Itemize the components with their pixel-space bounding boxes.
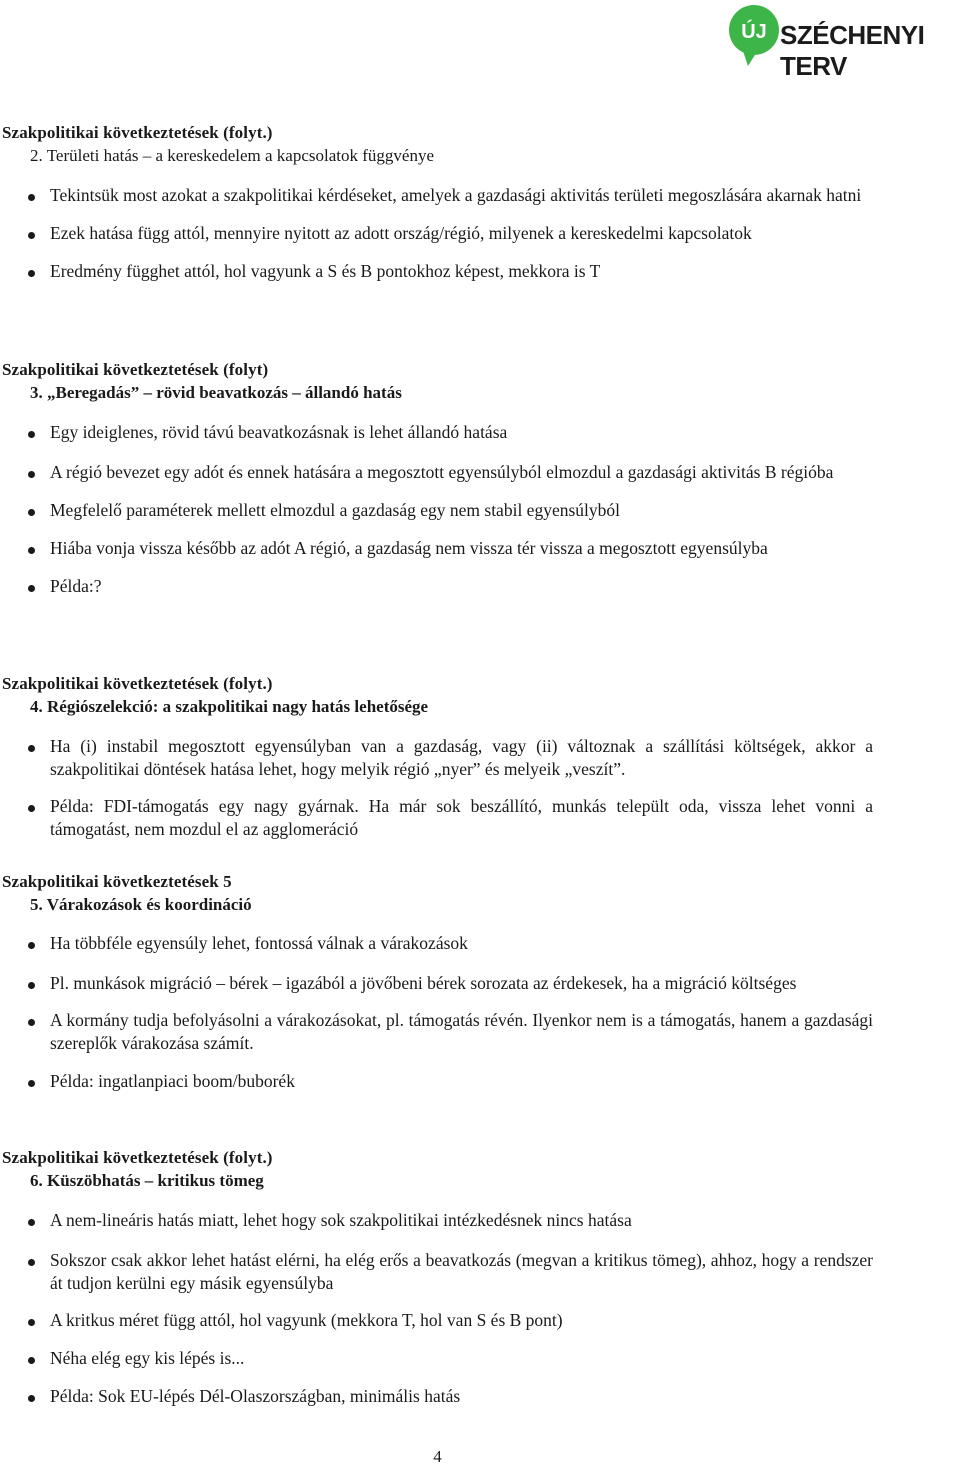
uj-badge-icon: [728, 4, 784, 76]
section-heading: Régiószelekció: a szakpolitikai nagy hatás lehetősége: [47, 697, 429, 716]
section-subtitle: [30, 893, 880, 916]
list-item: Sokszor csak akkor lehet hatást elérni, ha elég erős a beavatkozás (megvan a kritikus tömeg), ahhoz, hogy a rendszer át tudjon kerülni egy másik egyensúlyba: [0, 1249, 873, 1295]
section-title: Szakpolitikai következtetések 5: [2, 872, 232, 891]
list-item: Egy ideiglenes, rövid távú beavatkozásnak is lehet állandó hatása: [0, 421, 873, 444]
section-title: Szakpolitikai következtetések (folyt.): [2, 123, 273, 142]
section-2: [0, 121, 880, 283]
section-4: [0, 672, 880, 841]
bullet-list: [0, 1209, 880, 1408]
szechenyi-terv-logo: [728, 4, 956, 81]
bullet-list: [0, 932, 880, 1093]
section-number: 4.: [30, 697, 43, 716]
section-number: 6.: [30, 1171, 43, 1190]
bullet-list: [0, 421, 880, 598]
section-3: [0, 358, 880, 598]
section-heading: Várakozások és koordináció: [46, 895, 252, 914]
list-item: A kritkus méret függ attól, hol vagyunk (mekkora T, hol van S és B pont): [0, 1309, 873, 1332]
section-heading: Küszöbhatás – kritikus tömeg: [47, 1171, 264, 1190]
bullet-list: [0, 735, 880, 841]
list-item: Ezek hatása függ attól, mennyire nyitott az adott ország/régió, milyenek a kereskedelmi kapcsolatok: [0, 222, 873, 245]
list-item: A kormány tudja befolyásolni a várakozásokat, pl. támogatás révén. Ilyenkor nem is a támogatás, hanem a gazdasági szereplők várakozása számít.: [0, 1009, 873, 1055]
list-item: Példa: ingatlanpiaci boom/buborék: [0, 1070, 873, 1093]
list-item: A nem-lineáris hatás miatt, lehet hogy sok szakpolitikai intézkedésnek nincs hatása: [0, 1209, 873, 1232]
section-subtitle: [30, 1169, 880, 1192]
list-item: Példa: FDI-támogatás egy nagy gyárnak. Ha már sok beszállító, munkás települt oda, vissza lehet vonni a támogatást, nem mozdul el az agglomeráció: [0, 795, 873, 841]
list-item: Ha többféle egyensúly lehet, fontossá válnak a várakozások: [0, 932, 873, 955]
list-item: Tekintsük most azokat a szakpolitikai kérdéseket, amelyek a gazdasági aktivitás területi megoszlására akarnak hatni: [0, 184, 873, 207]
section-title: Szakpolitikai következtetések (folyt.): [2, 1148, 273, 1167]
list-item: Példa:?: [0, 575, 873, 598]
list-item: Ha (i) instabil megosztott egyensúlyban van a gazdaság, vagy (ii) változnak a szállítási költségek, akkor a szakpolitikai döntések hatása lehet, hogy melyik régió „nyer” és melyeik „veszít”.: [0, 735, 873, 781]
section-subtitle: [30, 695, 880, 718]
list-item: A régió bevezet egy adót és ennek hatására a megosztott egyensúlyból elmozdul a gazdasági aktivitás B régióba: [0, 461, 873, 484]
section-heading: Területi hatás – a kereskedelem a kapcsolatok függvénye: [46, 146, 434, 165]
list-item: Néha elég egy kis lépés is...: [0, 1347, 873, 1370]
list-item: Hiába vonja vissza később az adót A régió, a gazdaság nem vissza tér vissza a megosztott egyensúlyba: [0, 537, 873, 560]
section-6: [0, 1146, 880, 1408]
section-number: 5.: [30, 895, 43, 914]
section-heading: „Beregadás” – rövid beavatkozás – állandó hatás: [47, 383, 402, 402]
section-subtitle: [30, 144, 880, 167]
section-number: 3.: [30, 383, 43, 402]
section-number: 2.: [30, 146, 43, 165]
list-item: Pl. munkások migráció – bérek – igazából a jövőbeni bérek sorozata az érdekesek, ha a migráció költséges: [0, 972, 873, 995]
page-number: 4: [433, 1447, 442, 1466]
list-item: Példa: Sok EU-lépés Dél-Olaszországban, minimális hatás: [0, 1385, 873, 1408]
section-subtitle: [30, 381, 880, 404]
list-item: Megfelelő paraméterek mellett elmozdul a gazdaság egy nem stabil egyensúlyból: [0, 499, 873, 522]
logo-wordmark: SZÉCHENYI TERV: [780, 20, 925, 81]
section-title: Szakpolitikai következtetések (folyt.): [2, 674, 273, 693]
bullet-list: [0, 184, 880, 283]
section-5: [0, 870, 880, 1093]
section-title: Szakpolitikai következtetések (folyt): [2, 360, 269, 379]
list-item: Eredmény függhet attól, hol vagyunk a S és B pontokhoz képest, mekkora is T: [0, 260, 873, 283]
uj-badge-text: ÚJ: [741, 21, 767, 43]
